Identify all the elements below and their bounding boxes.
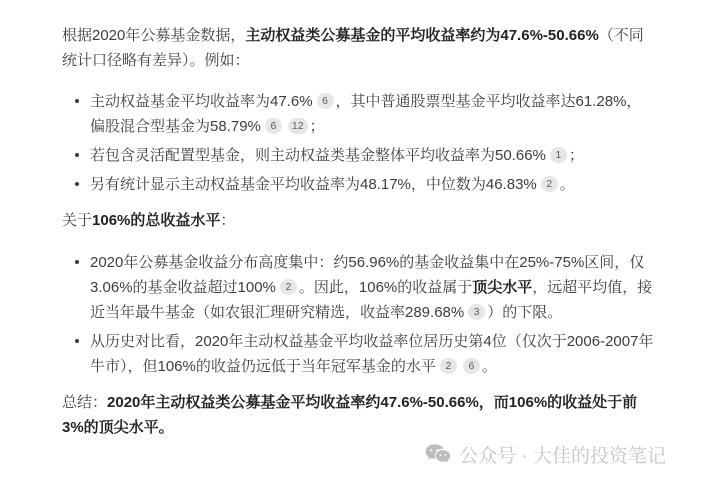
text-run: 。 <box>481 358 497 375</box>
watermark-text: 公众号 · 大佳的投资笔记 <box>459 446 666 467</box>
text-run: 根据2020年公募基金数据， <box>62 27 246 44</box>
text-run: ： <box>220 212 236 229</box>
text-run: ）的下限。 <box>487 304 563 321</box>
citation-badge[interactable]: 2 <box>440 358 457 374</box>
bold-text: 主动权益类公募基金的平均收益率约为47.6%-50.66% <box>245 27 599 44</box>
summary-paragraph <box>62 390 655 440</box>
text-run: 若包含灵活配置型基金，则主动权益类基金整体平均收益率为50.66% <box>90 147 546 164</box>
section-heading <box>62 208 655 233</box>
text-run: 总结： <box>62 394 108 411</box>
citation-badge[interactable]: 2 <box>541 176 558 192</box>
text-run: 关于 <box>62 212 93 229</box>
text-run: （不同统计口径略有差异）。例如： <box>62 27 644 69</box>
text-run: ； <box>568 147 584 164</box>
citation-badge[interactable]: 6 <box>265 118 282 134</box>
watermark <box>425 441 666 468</box>
list-item <box>90 329 655 379</box>
bold-text: 2020年主动权益类公募基金平均收益率约47.6%-50.66%，而106%的收益处于前3%的顶尖水平。 <box>62 394 638 436</box>
text-run: 。因此，106%的收益属于 <box>298 279 473 296</box>
bold-text: 顶尖水平 <box>472 279 533 296</box>
text-run: ； <box>309 118 325 135</box>
list-item <box>90 172 655 197</box>
citation-badge[interactable]: 6 <box>317 93 334 109</box>
citation-badge[interactable]: 1 <box>550 147 567 163</box>
wechat-icon <box>425 443 451 467</box>
citation-badge[interactable]: 2 <box>280 279 297 295</box>
intro-paragraph <box>62 23 655 73</box>
text-run: 2020年公募基金收益分布高度集中：约56.96%的基金收益集中在25%-75%区间，仅3.06%的基金收益超过100% <box>90 254 645 296</box>
list-item <box>90 250 655 325</box>
text-run: ，远超平均值，接近当年最牛基金（如农银汇理研究精选，收益率289.68% <box>90 279 653 321</box>
text-run: 。 <box>559 176 575 193</box>
text-run: 从历史对比看，2020年主动权益基金平均收益率位居历史第4位（仅次于2006-2007年牛市），但106%的收益仍远低于当年冠军基金的水平 <box>90 333 654 375</box>
stats-list <box>62 89 655 197</box>
text-run: 另有统计显示主动权益基金平均收益率为48.17%，中位数为46.83% <box>90 176 537 193</box>
citation-badge[interactable]: 6 <box>463 358 480 374</box>
list-item <box>90 89 655 139</box>
citation-badge[interactable]: 12 <box>288 118 308 134</box>
analysis-list <box>62 250 655 379</box>
chat-response-body <box>62 0 655 440</box>
text-run: 主动权益基金平均收益率为47.6% <box>90 93 313 110</box>
citation-badge[interactable]: 3 <box>468 304 485 320</box>
list-item <box>90 143 655 168</box>
text-run: ，其中普通股票型基金平均收益率达61.28%，偏股混合型基金为58.79% <box>90 93 642 135</box>
bold-text: 106%的总收益水平 <box>92 212 221 229</box>
